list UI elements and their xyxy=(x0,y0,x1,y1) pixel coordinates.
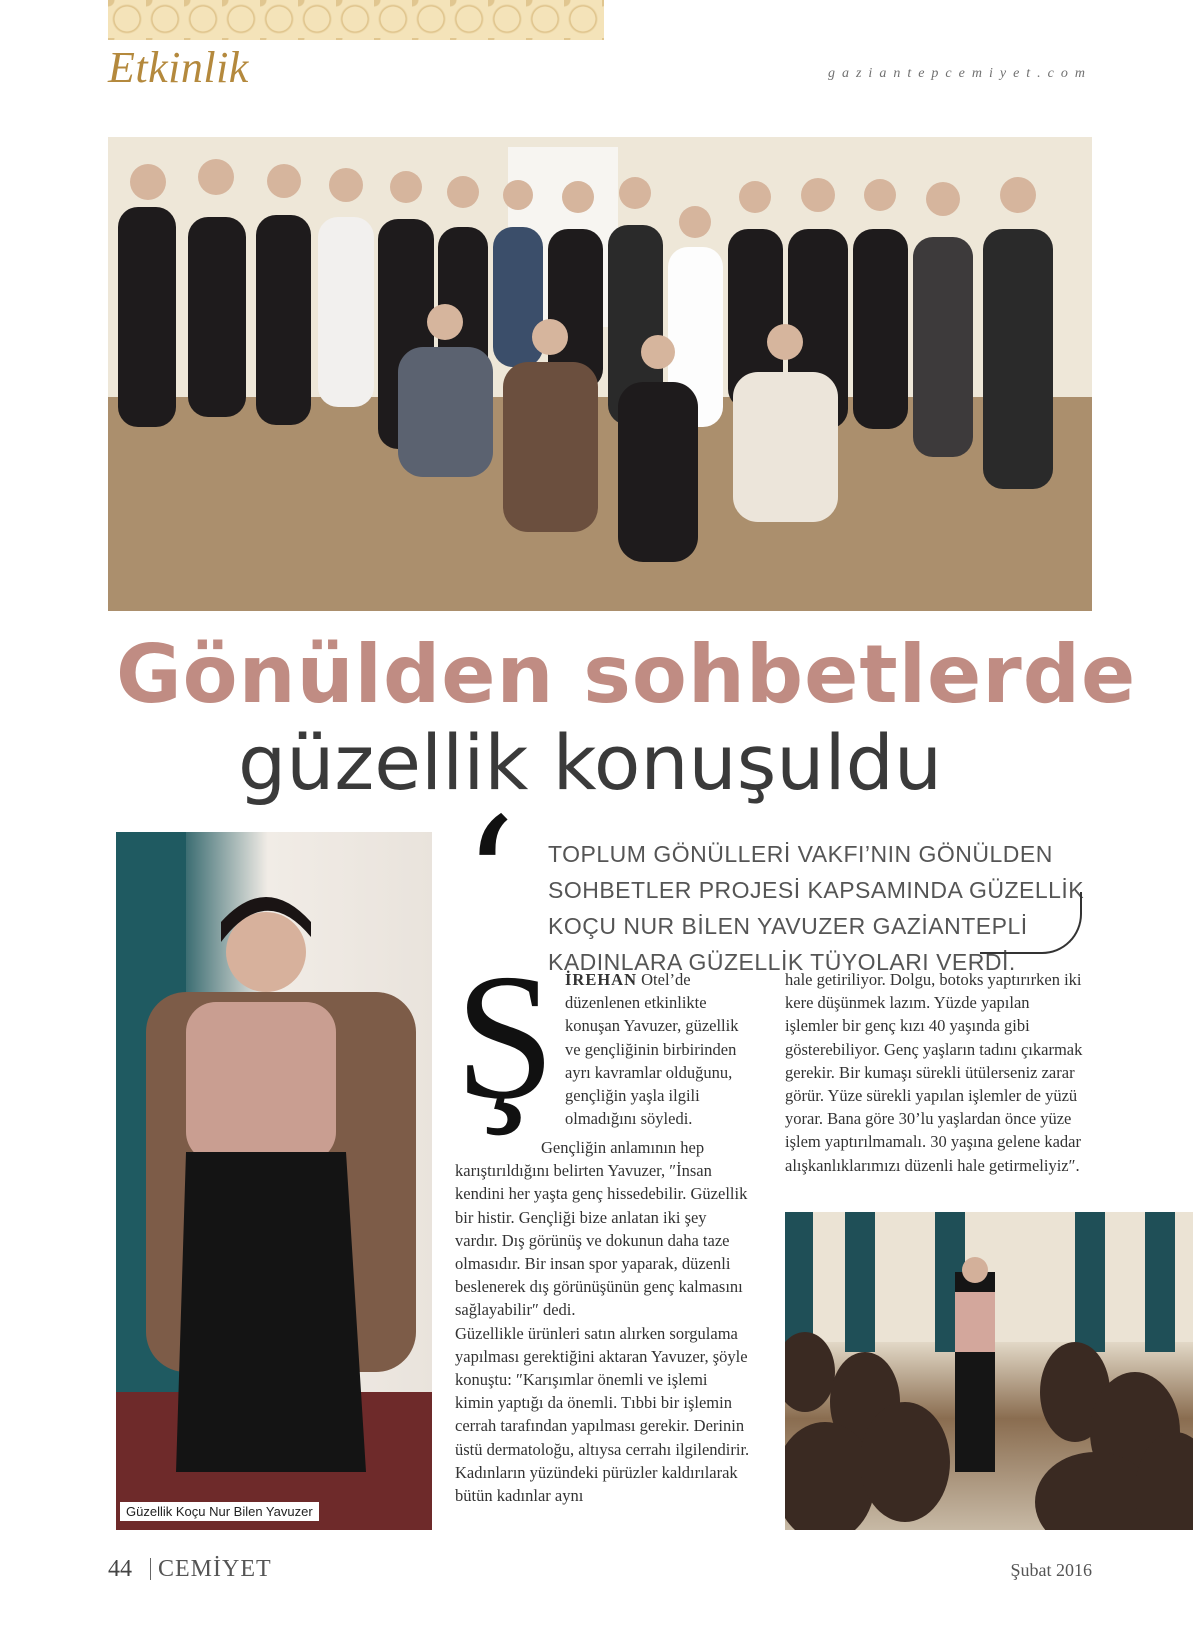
lead-decoration-line xyxy=(980,892,1082,954)
article-paragraph-4: hale getiriliyor. Dolgu, botoks yaptırırken iki kere düşünmek lazım. Yüzde yapılan işlemler bir genç kızı 40 yaşında gibi gösterebiliyor. Genç yaşların tadını çıkarmak gerekir. Bir kumaşı sürekli ütülerseniz zarar görür. Yüze sürekli yapılan işlemler de yüzü yorar. Bana göre 30’lu yaşlardan önce yüze işlem yaptırılmamalı. 30 yaşına gelene kadar alışkanlıklarımızı düzenli hale getirmeliyiz″. xyxy=(785,970,1083,1175)
event-photo xyxy=(785,1212,1193,1530)
portrait-illustration xyxy=(116,832,432,1530)
drop-cap: Ş xyxy=(455,937,556,1136)
lead-paragraph: TOPLUM GÖNÜLLERİ VAKFI’NIN GÖNÜLDEN SOHBETLER PROJESİ KAPSAMINDA GÜZELLİK KOÇU NUR BİLEN YAVUZER GAZİANTEPLİ KADINLARA GÜZELLİK TÜYOLARI VERDİ. xyxy=(548,841,1085,975)
article-column-1-top xyxy=(565,968,750,1130)
article-column-2 xyxy=(785,968,1085,1177)
group-photo-illustration xyxy=(108,137,1092,611)
website-url: gaziantepcemiyet.com xyxy=(827,66,1092,81)
article-paragraph-2: Gençliğin anlamının hep karıştırıldığını belirten Yavuzer, ″İnsan kendini her yaşta genç hissedebilir. Güzellik bir histir. Gençliği bize anlatan iki şey vardır. Dış görünüş ve dokunun daha taze olmasıdır. Bir insan spor yaparak, düzenli beslenerek dış görünüşünün genç kalmasını sağlayabilir″ dedi. xyxy=(455,1138,748,1320)
article-column-1-bottom xyxy=(455,1136,750,1507)
page-number: 44 xyxy=(108,1556,132,1582)
magazine-name: CEMİYET xyxy=(158,1556,272,1582)
section-title: Etkinlik xyxy=(108,43,249,92)
article-first-word: İREHAN xyxy=(565,970,638,989)
portrait-photo xyxy=(116,832,432,1530)
headline-line-1: Gönülden sohbetlerde xyxy=(116,628,1137,721)
headline-line-2: güzellik konuşuldu xyxy=(238,718,943,807)
footer-separator xyxy=(150,1558,151,1580)
group-photo xyxy=(108,137,1092,611)
article-intro: Otel’de düzenlenen etkinlikte konuşan Yavuzer, güzellik ve gençliğinin birbirinden ayrı kavramlar olduğunu, gençliğin yaşla ilgili olmadığını söyledi. xyxy=(565,970,739,1129)
decorative-pattern-banner xyxy=(108,0,604,40)
photo-caption: Güzellik Koçu Nur Bilen Yavuzer xyxy=(120,1502,319,1521)
issue-date: Şubat 2016 xyxy=(1010,1560,1092,1580)
event-illustration xyxy=(785,1212,1193,1530)
quote-mark-icon: ‘ xyxy=(462,782,517,980)
article-paragraph-3: Güzellikle ürünleri satın alırken sorgulama yapılması gerektiğini aktaran Yavuzer, şöyle konuştu: ″Karışımlar önemli ve işlemi kimin yaptığı da önemli. Tıbbi bir işlemin cerrah tarafından yapılması gerekir. Derinin üstü dermatoloğu, altıysa cerrahı ilgilendirir. Kadınların yüzündeki pürüzler kaldırılarak bütün kadınlar aynı xyxy=(455,1323,750,1506)
